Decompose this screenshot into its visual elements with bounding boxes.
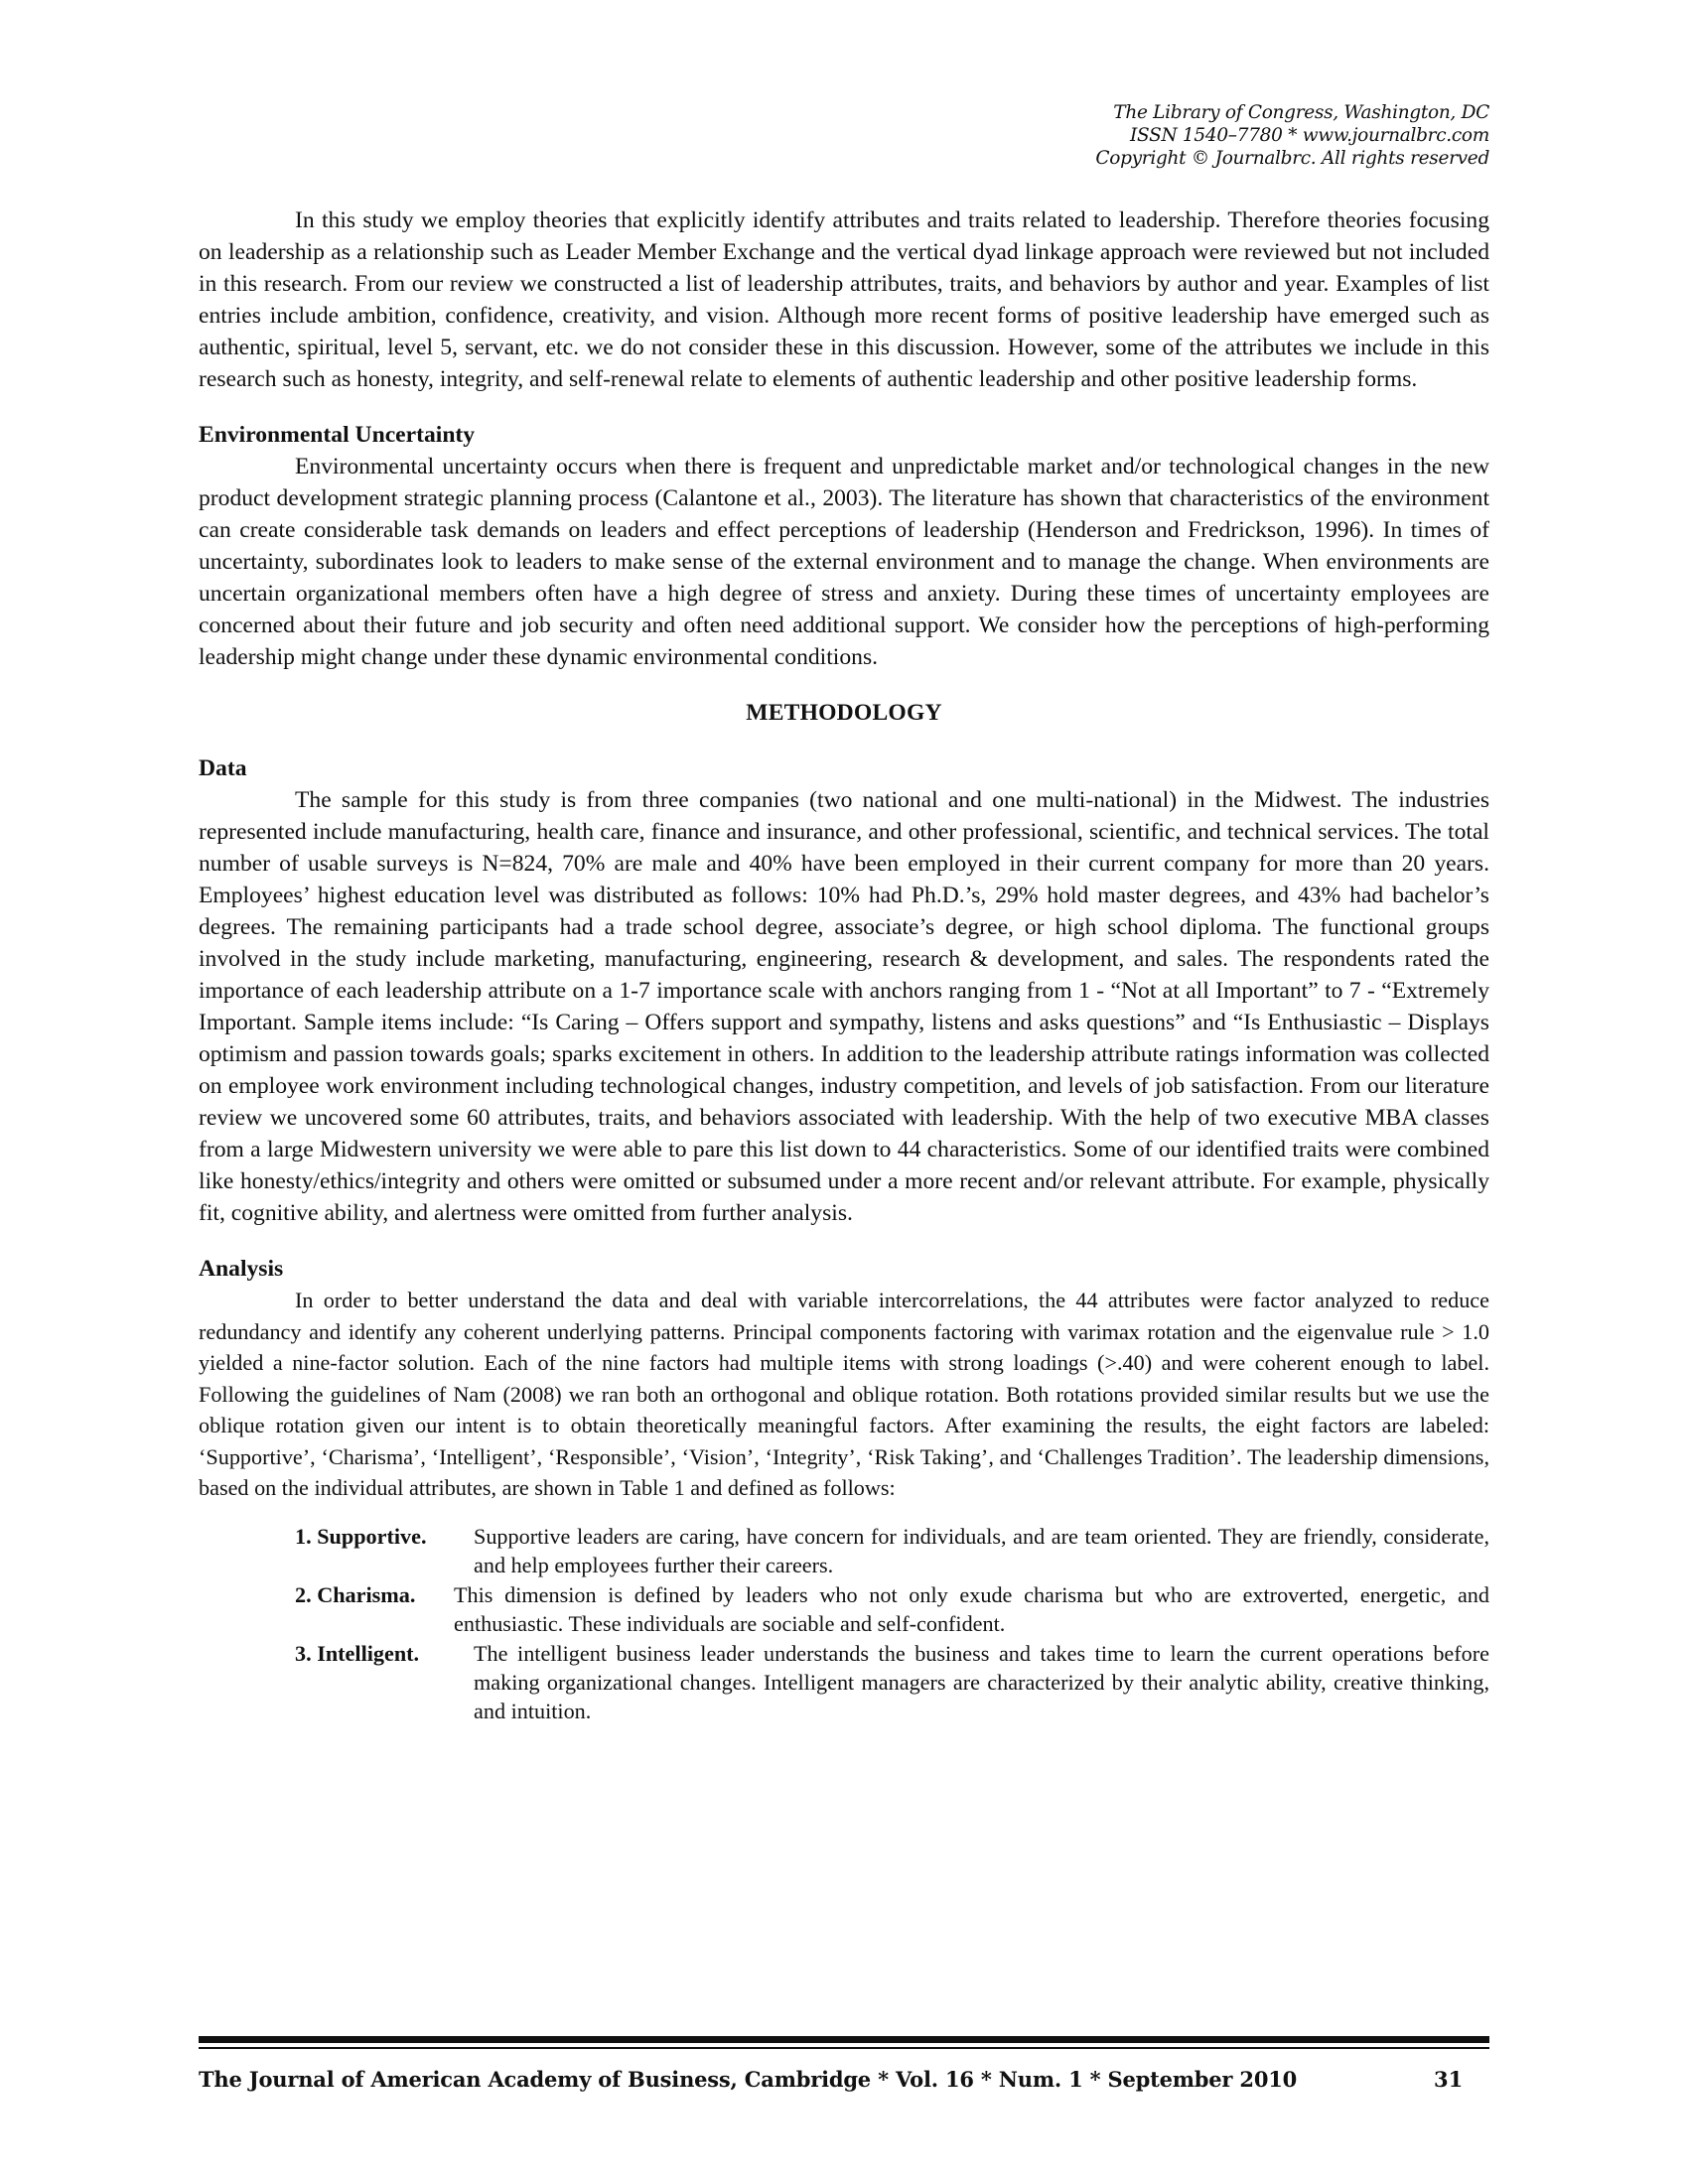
header-line-library: The Library of Congress, Washington, DC [1113, 102, 1489, 123]
definition-term: 1. Supportive. [295, 1523, 427, 1549]
data-paragraph: The sample for this study is from three companies (two national and one multi-national) in the Midwest. The industries represented include manufacturing, health care, finance and insurance, and other professional, scientific, and technical services. The total number of usable surveys is N=824, 70% are male and 40% have been employed in their current company for more than 20 years. Employees’ highest education level was distributed as follows: 10% had Ph.D.’s, 29% hold master degrees, and 43% had bachelor’s degrees. The remaining participants had a trade school degree, associate’s degree, or high school diploma. The functional groups involved in the study include marketing, manufacturing, engineering, research & development, and sales. The respondents rated the importance of each leadership attribute on a 1-7 importance scale with anchors ranging from 1 - “Not at all Important” to 7 - “Extremely Important. Sample items include: “Is Caring – Offers support and sympathy, listens and asks questions” and “Is Enthusiastic – Displays optimism and passion towards goals; sparks excitement in others. In addition to the leadership attribute ratings information was collected on employee work environment including technological changes, industry competition, and levels of job satisfaction. From our literature review we uncovered some 60 attributes, traits, and behaviors associated with leadership. With the help of two executive MBA classes from a large Midwestern university we were able to pare this list down to 44 characteristics. Some of our identified traits were combined like honesty/ethics/integrity and others were omitted or subsumed under a more recent and/or relevant attribute. For example, physically fit, cognitive ability, and alertness were omitted from further analysis. [199, 787, 1489, 1226]
definition-term: 3. Intelligent. [295, 1640, 420, 1666]
definition-text: Supportive leaders are caring, have concern for individuals, and are team oriented. They are friendly, considerate, and help employees further their careers. [474, 1523, 1489, 1577]
data-heading: Data [199, 755, 247, 781]
footer-rule-thin [199, 2047, 1489, 2049]
footer-journal-citation: The Journal of American Academy of Business, Cambridge * Vol. 16 * Num. 1 * September 2010 [199, 2067, 1298, 2092]
dimension-definitions [199, 1522, 1489, 1725]
definition-supportive [199, 1522, 1489, 1579]
analysis-section [199, 1253, 1489, 1725]
definition-charisma [199, 1580, 1489, 1638]
running-header [1095, 101, 1489, 170]
footer-rule-thick [199, 2036, 1489, 2043]
article-body [199, 205, 1489, 1726]
definition-intelligent [199, 1639, 1489, 1725]
methodology-heading: METHODOLOGY [746, 700, 942, 726]
header-line-copyright: Copyright © Journalbrc. All rights reserved [1095, 148, 1489, 169]
intro-paragraph: In this study we employ theories that explicitly identify attributes and traits related to leadership. Therefore theories focusing on leadership as a relationship such as Leader Member Exchange and the vertical dyad linkage approach were reviewed but not included in this research. From our review we constructed a list of leadership attributes, traits, and behaviors by author and year. Examples of list entries include ambition, confidence, creativity, and vision. Although more recent forms of positive leadership have emerged such as authentic, spiritual, level 5, servant, etc. we do not consider these in this discussion. However, some of the attributes we include in this research such as honesty, integrity, and self-renewal relate to elements of authentic leadership and other positive leadership forms. [199, 207, 1489, 392]
env-uncertainty-heading: Environmental Uncertainty [199, 422, 476, 448]
paper-page [199, 0, 1489, 2184]
analysis-paragraph: In order to better understand the data and deal with variable intercorrelations, the 44 attributes were factor analyzed to reduce redundancy and identify any coherent underlying patterns. Principal components factoring with varimax rotation and the eigenvalue rule > 1.0 yielded a nine-factor solution. Each of the nine factors had multiple items with strong loadings (>.40) and were coherent enough to label. Following the guidelines of Nam (2008) we ran both an orthogonal and oblique rotation. Both rotations provided similar results but we use the oblique rotation given our intent is to obtain theoretically meaningful factors. After examining the results, the eight factors are labeled: ‘Supportive’, ‘Charisma’, ‘Intelligent’, ‘Responsible’, ‘Vision’, ‘Integrity’, ‘Risk Taking’, and ‘Challenges Tradition’. The leadership dimensions, based on the individual attributes, are shown in Table 1 and defined as follows: [199, 1288, 1489, 1500]
page-number: 31 [1434, 2067, 1464, 2092]
analysis-heading: Analysis [199, 1256, 284, 1282]
env-uncertainty-paragraph: Environmental uncertainty occurs when there is frequent and unpredictable market and/or technological changes in the new product development strategic planning process (Calantone et al., 2003). The literature has shown that characteristics of the environment can create considerable task demands on leaders and effect perceptions of leadership (Henderson and Fredrickson, 1996). In times of uncertainty, subordinates look to leaders to make sense of the external environment and to manage the change. When environments are uncertain organizational members often have a high degree of stress and anxiety. During these times of uncertainty employees are concerned about their future and job security and often need additional support. We consider how the perceptions of high-performing leadership might change under these dynamic environmental conditions. [199, 454, 1489, 670]
definition-text: This dimension is defined by leaders who not only exude charisma but who are extroverted, energetic, and enthusiastic. These individuals are sociable and self-confident. [454, 1581, 1489, 1636]
definition-text: The intelligent business leader understands the business and takes time to learn the current operations before making organizational changes. Intelligent managers are characterized by their analytic ability, creative thinking, and intuition. [474, 1640, 1489, 1723]
definition-term: 2. Charisma. [295, 1581, 416, 1607]
header-line-issn: ISSN 1540–7780 * www.journalbrc.com [1130, 125, 1489, 146]
